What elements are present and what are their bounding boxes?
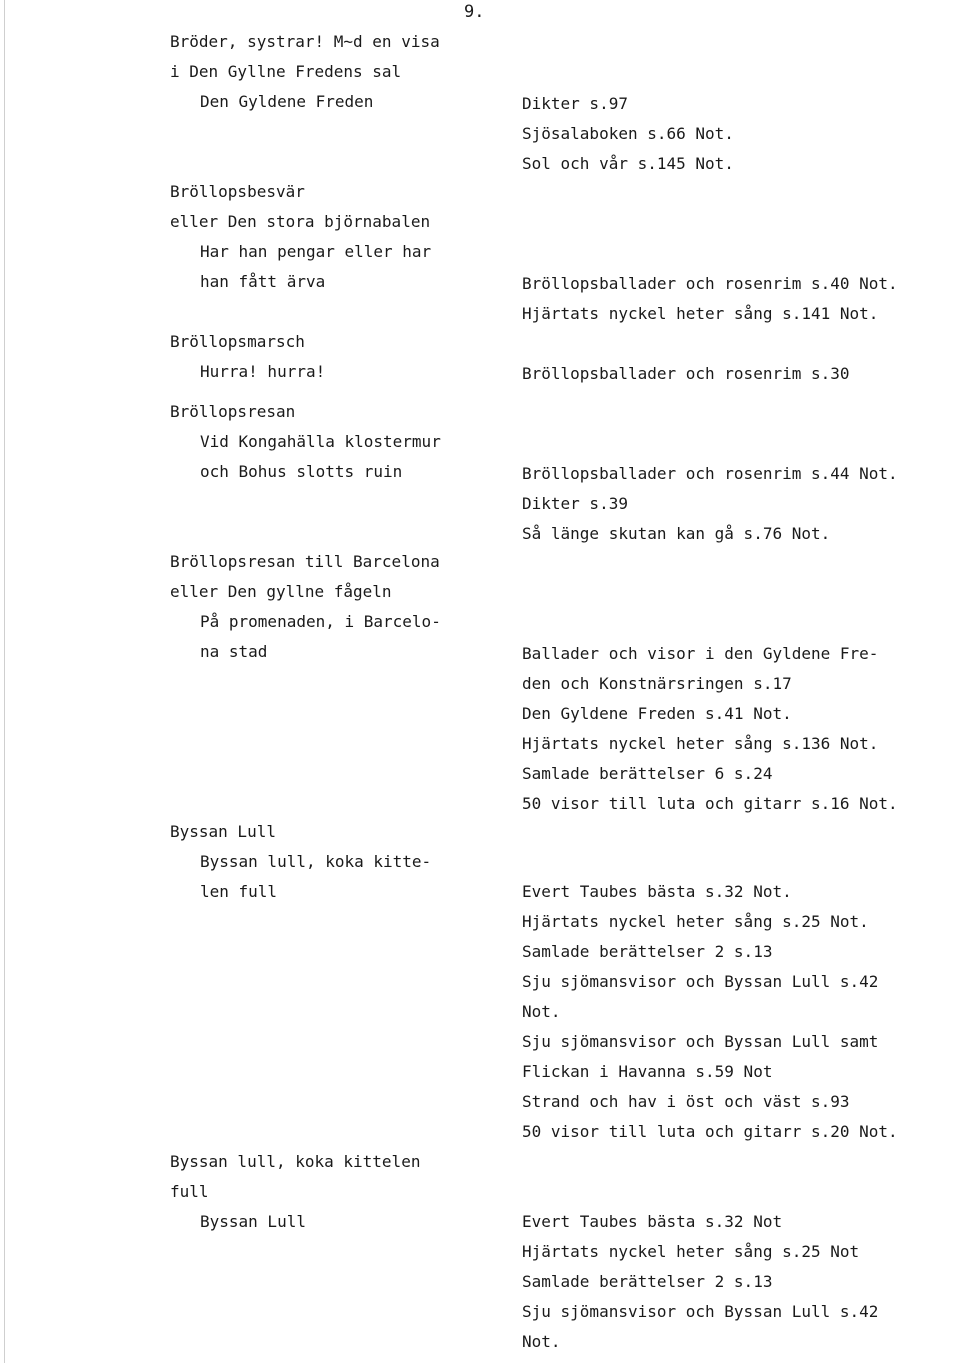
source-reference-line: den och Konstnärsringen s.17 — [522, 674, 792, 693]
song-title-line: Bröllopsresan — [170, 402, 296, 421]
song-title-line: i Den Gyllne Fredens sal — [170, 62, 402, 81]
song-title-line: eller Den gyllne fågeln — [170, 582, 392, 601]
source-reference-line: Hjärtats nyckel heter sång s.25 Not — [522, 1242, 860, 1261]
source-reference-line: 50 visor till luta och gitarr s.20 Not. — [522, 1122, 898, 1141]
source-reference-line: Bröllopsballader och rosenrim s.30 — [522, 364, 850, 383]
source-reference-line: Evert Taubes bästa s.32 Not. — [522, 882, 792, 901]
song-title-line: len full — [200, 882, 278, 901]
song-title-line: Hurra! hurra! — [200, 362, 326, 381]
source-reference-line: Strand och hav i öst och väst s.93 — [522, 1092, 850, 1111]
song-title-line: Den Gyldene Freden — [200, 92, 374, 111]
source-reference-line: Hjärtats nyckel heter sång s.25 Not. — [522, 912, 869, 931]
source-reference-line: Samlade berättelser 2 s.13 — [522, 1272, 773, 1291]
source-reference-line: Sjösalaboken s.66 Not. — [522, 124, 734, 143]
source-reference-line: Sju sjömansvisor och Byssan Lull s.42 — [522, 972, 879, 991]
song-title-line: Byssan lull, koka kitte- — [200, 852, 432, 871]
source-reference-line: Dikter s.97 — [522, 94, 628, 113]
source-reference-line: Sju sjömansvisor och Byssan Lull samt — [522, 1032, 879, 1051]
song-title-line: Bröllopsresan till Barcelona — [170, 552, 440, 571]
song-title-line: eller Den stora björnabalen — [170, 212, 431, 231]
song-title-line: Har han pengar eller har — [200, 242, 432, 261]
binding-edge — [4, 0, 5, 1363]
page-number: 9. — [464, 2, 485, 22]
source-reference-line: Ballader och visor i den Gyldene Fre- — [522, 644, 879, 663]
song-title-line: Byssan Lull — [170, 822, 276, 841]
source-reference-line: Bröllopsballader och rosenrim s.44 Not. — [522, 464, 898, 483]
source-reference-line: Dikter s.39 — [522, 494, 628, 513]
song-title-line: na stad — [200, 642, 268, 661]
song-title-line: Byssan lull, koka kittelen — [170, 1152, 421, 1171]
song-title-line: På promenaden, i Barcelo- — [200, 612, 441, 631]
song-title-line: och Bohus slotts ruin — [200, 462, 403, 481]
source-reference-line: Sju sjömansvisor och Byssan Lull s.42 — [522, 1302, 879, 1321]
source-reference-line: Så länge skutan kan gå s.76 Not. — [522, 524, 831, 543]
source-reference-line: 50 visor till luta och gitarr s.16 Not. — [522, 794, 898, 813]
source-reference-line: Not. — [522, 1332, 561, 1351]
song-title-line: Bröllopsmarsch — [170, 332, 305, 351]
song-title-line: Vid Kongahälla klostermur — [200, 432, 441, 451]
source-reference-line: Hjärtats nyckel heter sång s.141 Not. — [522, 304, 879, 323]
source-reference-line: Sol och vår s.145 Not. — [522, 154, 734, 173]
source-reference-line: Hjärtats nyckel heter sång s.136 Not. — [522, 734, 879, 753]
source-reference-line: Den Gyldene Freden s.41 Not. — [522, 704, 792, 723]
song-title-line: Bröllopsbesvär — [170, 182, 305, 201]
song-title-line: Byssan Lull — [200, 1212, 306, 1231]
source-reference-line: Samlade berättelser 6 s.24 — [522, 764, 773, 783]
source-reference-line: Not. — [522, 1002, 561, 1021]
song-title-line: han fått ärva — [200, 272, 326, 291]
source-reference-line: Flickan i Havanna s.59 Not — [522, 1062, 773, 1081]
source-reference-line: Evert Taubes bästa s.32 Not — [522, 1212, 783, 1231]
song-title-line: Bröder, systrar! M~d en visa — [170, 32, 440, 51]
source-reference-line: Bröllopsballader och rosenrim s.40 Not. — [522, 274, 898, 293]
song-title-line: full — [170, 1182, 209, 1201]
source-reference-line: Samlade berättelser 2 s.13 — [522, 942, 773, 961]
